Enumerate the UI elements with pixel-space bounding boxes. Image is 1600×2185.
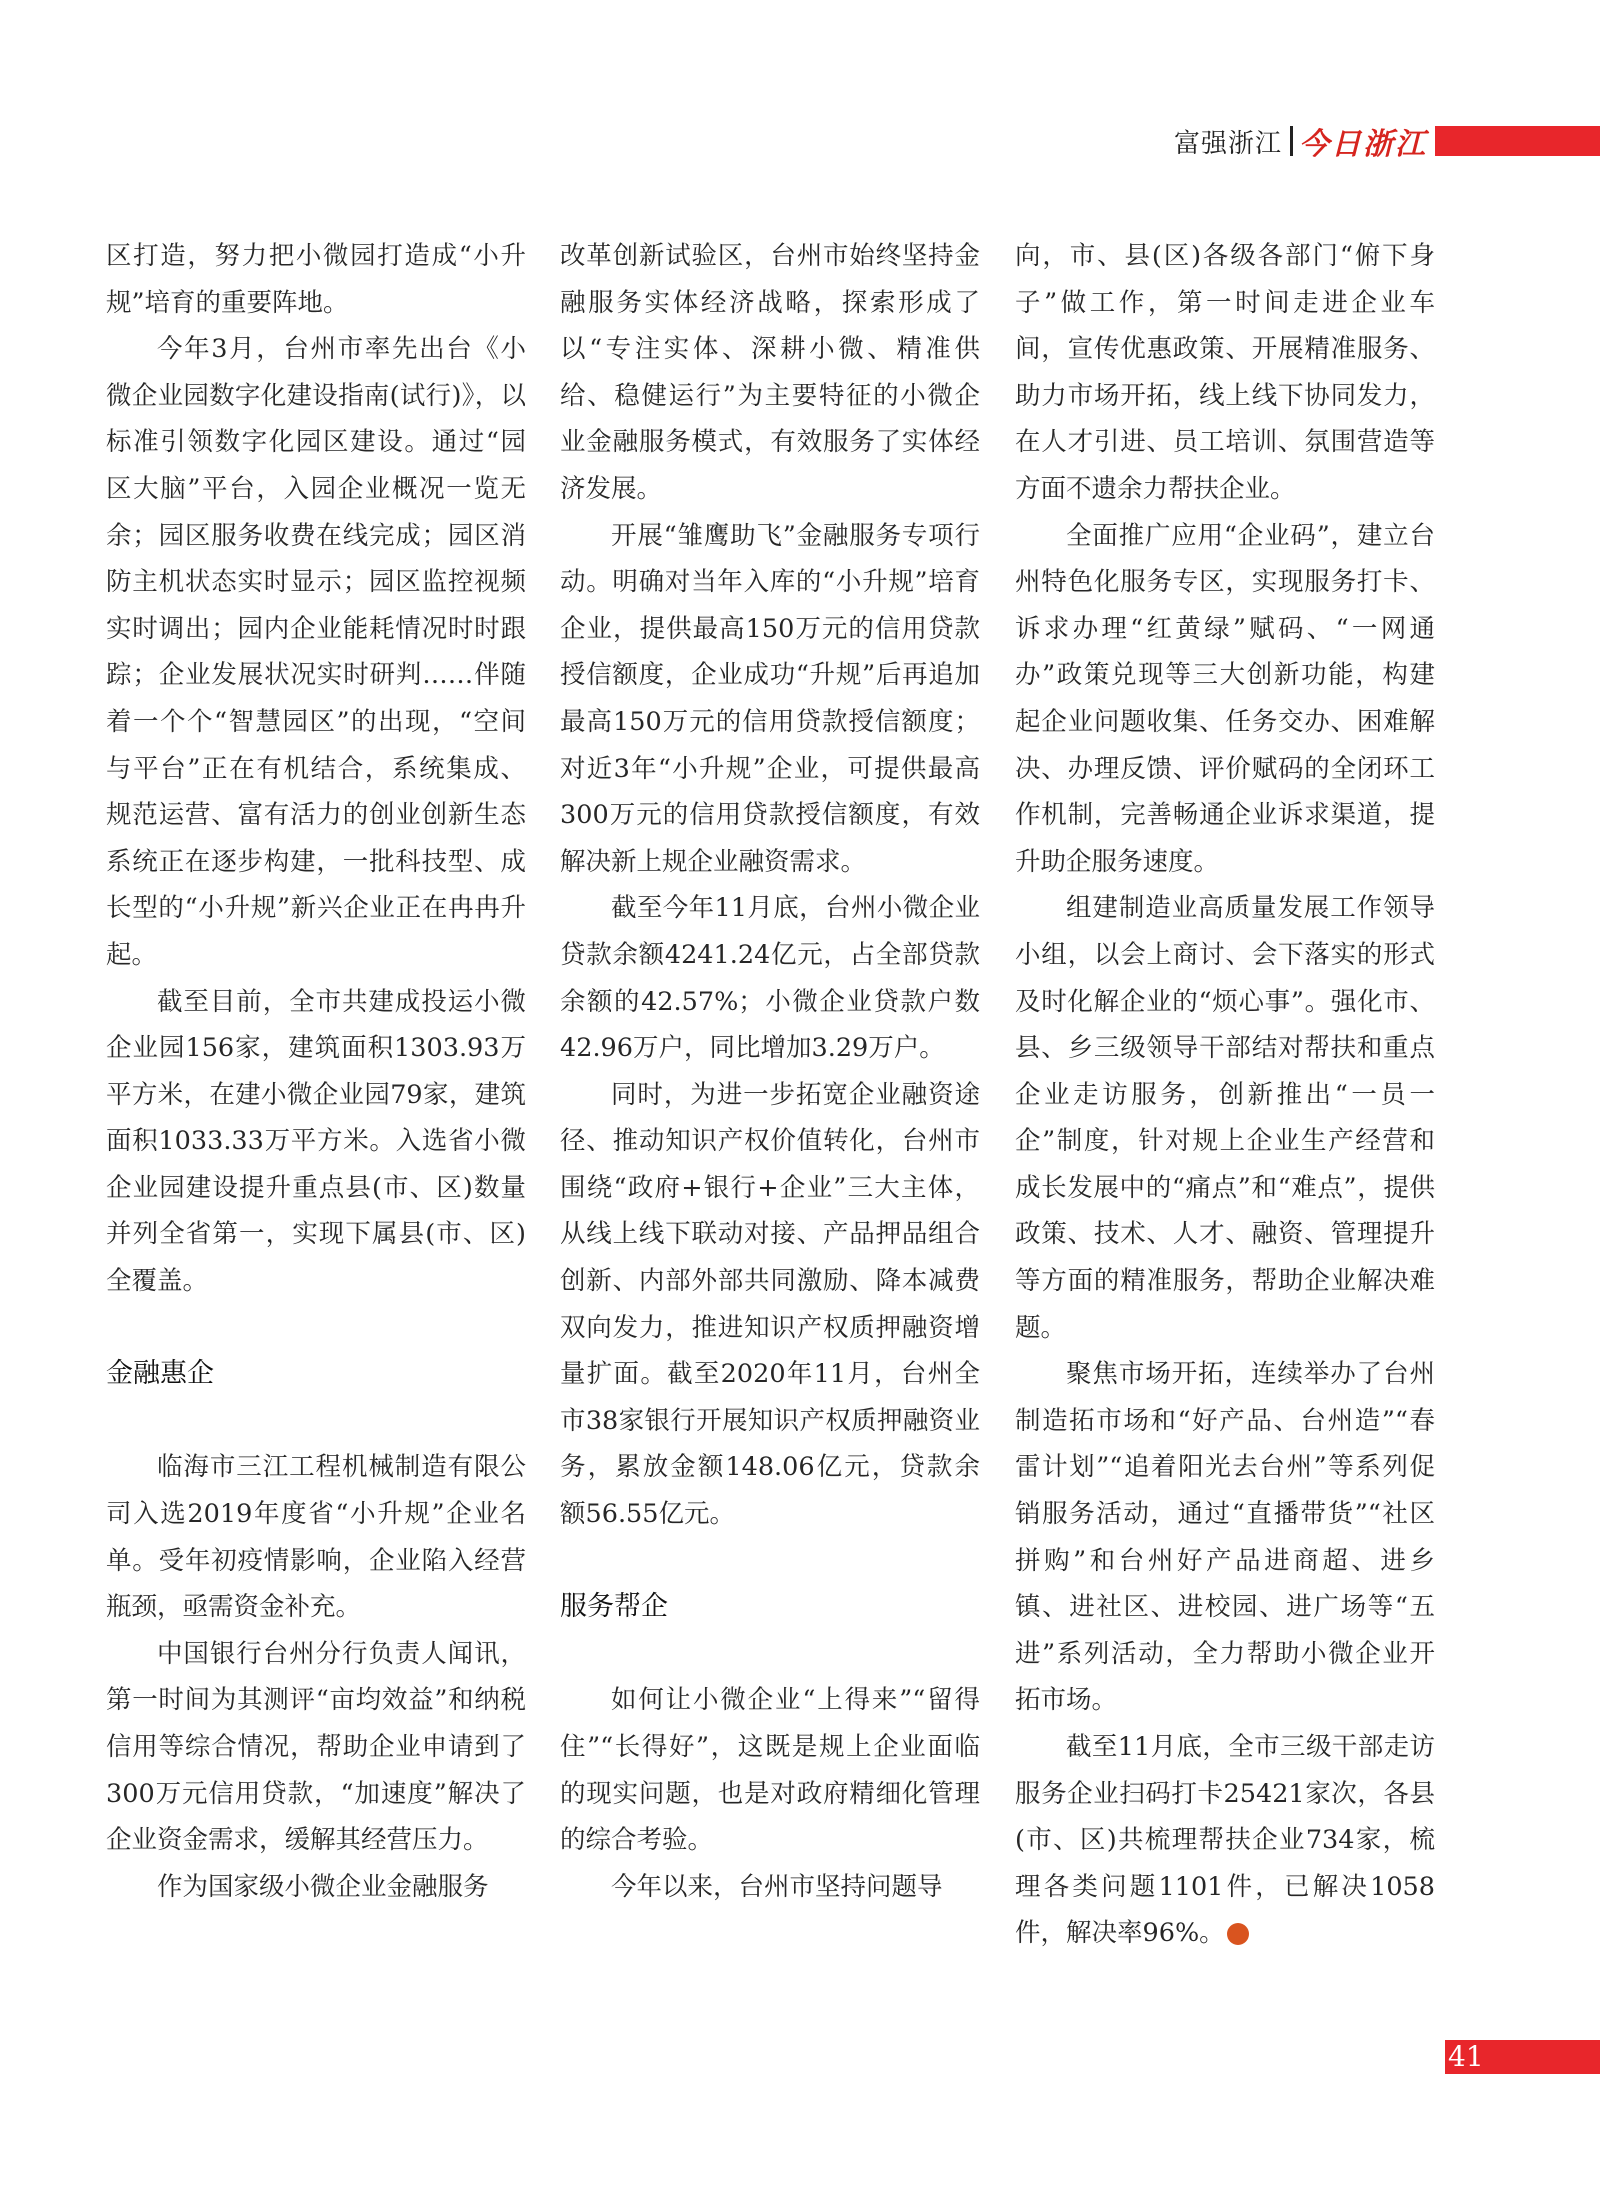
- paragraph: 截至目前，全市共建成投运小微企业园156家，建筑面积1303.93万平方米，在建小微企业园79家，建筑面积1033.33万平方米。入选省小微企业园建设提升重点县(市、区)数量并列全省第一，实现下属县(市、区)全覆盖。: [106, 986, 526, 1297]
- spacer: [106, 1305, 526, 1352]
- header-accent-bar: [1435, 126, 1600, 156]
- paragraph: 中国银行台州分行负责人闻讯，第一时间为其测评“亩均效益”和纳税信用等综合情况，帮助企业申请到了300万元信用贷款，“加速度”解决了企业资金需求，缓解其经营压力。: [106, 1638, 526, 1856]
- section-title: 富强浙江: [1173, 128, 1282, 159]
- paragraph: 同时，为进一步拓宽企业融资途径、推动知识产权价值转化，台州市围绕“政府+银行+企业”三大主体，从线上线下联动对接、产品押品组合创新、内部外部共同激励、降本减费双向发力，推进知识产权质押融资增量扩面。截至2020年11月，台州全市38家银行开展知识产权质押融资业务，累放金额148.06亿元，贷款余额56.55亿元。: [560, 1079, 980, 1530]
- paragraph: 截至今年11月底，台州小微企业贷款余额4241.24亿元，占全部贷款余额的42.57%；小微企业贷款户数42.96万户，同比增加3.29万户。: [560, 893, 980, 1064]
- paragraph: 改革创新试验区，台州市始终坚持金融服务实体经济战略，探索形成了以“专注实体、深耕小微、精准供给、稳健运行”为主要特征的小微企业金融服务模式，有效服务了实体经济发展。: [560, 241, 980, 504]
- column-left: [106, 233, 526, 1910]
- section-heading: 金融惠企: [106, 1358, 214, 1390]
- paragraph: 开展“雏鹰助飞”金融服务专项行动。明确对当年入库的“小升规”培育企业，提供最高150万元的信用贷款授信额度，企业成功“升规”后再追加最高150万元的信用贷款授信额度；对近3年“小升规”企业，可提供最高300万元的信用贷款授信额度，有效解决新上规企业融资需求。: [560, 520, 980, 877]
- spacer: [560, 1631, 980, 1678]
- page-number: 41: [1448, 2040, 1484, 2073]
- end-mark-icon: 今: [1227, 1923, 1249, 1945]
- paragraph: 作为国家级小微企业金融服务: [157, 1871, 489, 1902]
- paragraph-last: [1015, 1724, 1435, 1957]
- paragraph: 组建制造业高质量发展工作领导小组，以会上商讨、会下落实的形式及时化解企业的“烦心事”。强化市、县、乡三级领导干部结对帮扶和重点企业走访服务，创新推出“一员一企”制度，针对规上企业生产经营和成长发展中的“痛点”和“难点”，提供政策、技术、人才、融资、管理提升等方面的精准服务，帮助企业解决难题。: [1015, 893, 1435, 1343]
- section-heading: 服务帮企: [560, 1591, 668, 1623]
- paragraph: 今年3月，台州市率先出台《小微企业园数字化建设指南(试行)》，以标准引领数字化园区建设。通过“园区大脑”平台，入园企业概况一览无余；园区服务收费在线完成；园区消防主机状态实时显示；园区监控视频实时调出；园内企业能耗情况时时跟踪；企业发展状况实时研判……伴随着一个个“智慧园区”的出现，“空间与平台”正在有机结合，系统集成、规范运营、富有活力的创业创新生态系统正在逐步构建，一批科技型、成长型的“小升规”新兴企业正在冉冉升起。: [106, 334, 526, 970]
- page-number-bar: [1445, 2040, 1600, 2074]
- paragraph: 今年以来，台州市坚持问题导: [611, 1871, 943, 1902]
- paragraph: 临海市三江工程机械制造有限公司入选2019年度省“小升规”企业名单。受年初疫情影响，企业陷入经营瓶颈，亟需资金补充。: [106, 1452, 526, 1623]
- spacer: [560, 1538, 980, 1585]
- column-middle: [560, 233, 980, 1910]
- paragraph-text: 截至11月底，全市三级干部走访服务企业扫码打卡25421家次，各县(市、区)共梳理帮扶企业734家，梳理各类问题1101件，已解决1058件，解决率96%。: [1015, 1732, 1435, 1949]
- page-header: [1174, 122, 1600, 160]
- paragraph: 聚焦市场开拓，连续举办了台州制造拓市场和“好产品、台州造”“春雷计划”“追着阳光去台州”等系列促销服务活动，通过“直播带货”“社区拼购”和台州好产品进商超、进乡镇、进社区、进校园、进广场等“五进”系列活动，全力帮助小微企业开拓市场。: [1015, 1359, 1435, 1716]
- paragraph: 如何让小微企业“上得来”“留得住”“长得好”，这既是规上企业面临的现实问题，也是对政府精细化管理的综合考验。: [560, 1685, 980, 1856]
- column-right: [1015, 233, 1435, 1957]
- paragraph: 全面推广应用“企业码”，建立台州特色化服务专区，实现服务打卡、诉求办理“红黄绿”赋码、“一网通办”政策兑现等三大创新功能，构建起企业问题收集、任务交办、困难解决、办理反馈、评价赋码的全闭环工作机制，完善畅通企业诉求渠道，提升助企服务速度。: [1015, 520, 1435, 877]
- paragraph: 区打造，努力把小微园打造成“小升规”培育的重要阵地。: [106, 241, 526, 318]
- magazine-logo: 今日浙江: [1299, 127, 1427, 162]
- spacer: [106, 1398, 526, 1445]
- paragraph: 向，市、县(区)各级各部门“俯下身子”做工作，第一时间走进企业车间，宣传优惠政策、开展精准服务、助力市场开拓，线上线下协同发力，在人才引进、员工培训、氛围营造等方面不遗余力帮扶企业。: [1015, 241, 1435, 504]
- header-divider: [1290, 126, 1293, 156]
